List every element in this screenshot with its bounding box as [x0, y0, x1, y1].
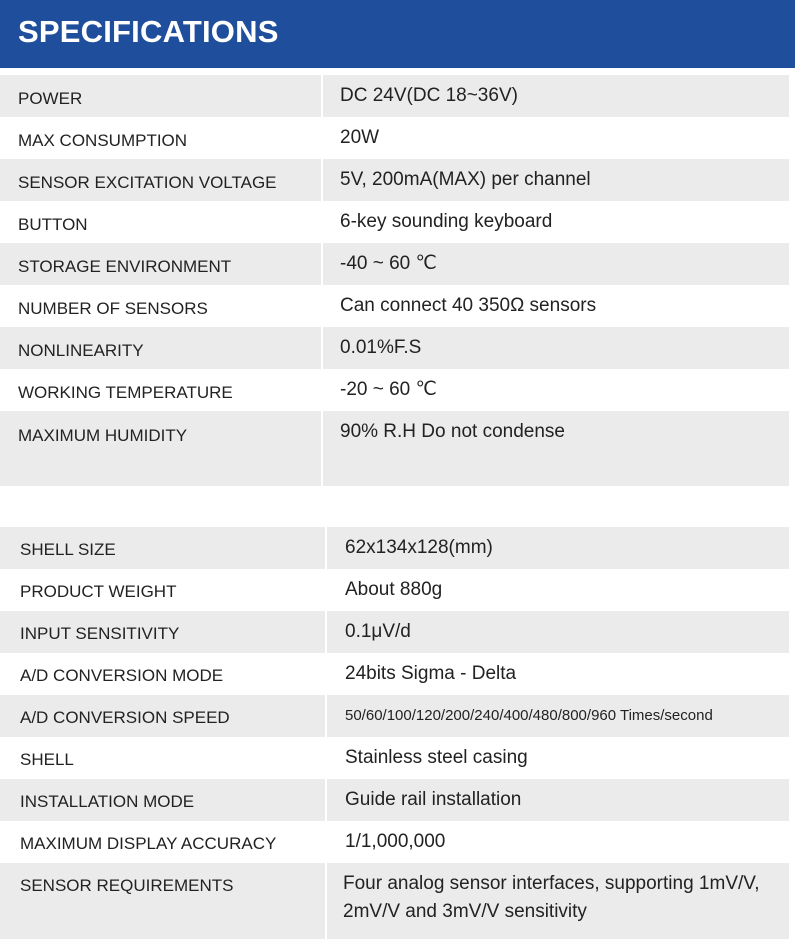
row-value: 0.01%F.S [340, 337, 422, 358]
row-label: WORKING TEMPERATURE [18, 383, 233, 402]
row-value: -20 ~ 60 ℃ [340, 379, 437, 400]
row-value: -40 ~ 60 ℃ [340, 253, 437, 274]
table-row [0, 243, 789, 285]
row-value: Can connect 40 350Ω sensors [340, 295, 597, 316]
table-row [0, 569, 789, 611]
table-row [0, 411, 789, 486]
row-label: MAXIMUM HUMIDITY [18, 426, 188, 445]
row-label: SENSOR REQUIREMENTS [20, 876, 234, 895]
row-value: 0.1μV/d [345, 621, 411, 642]
table-row [0, 863, 789, 939]
row-value: DC 24V(DC 18~36V) [340, 85, 518, 106]
table-row [0, 527, 789, 569]
table-row [0, 285, 789, 327]
spec-table-2 [0, 527, 789, 939]
row-value: 62x134x128(mm) [345, 537, 493, 558]
page-title: SPECIFICATIONS [18, 14, 279, 49]
row-value: About 880g [345, 579, 443, 600]
row-label: NUMBER OF SENSORS [18, 299, 208, 318]
row-label: BUTTON [18, 215, 88, 234]
table-row [0, 369, 789, 411]
table-row [0, 653, 789, 695]
table-row [0, 779, 789, 821]
row-value: 24bits Sigma - Delta [345, 663, 517, 684]
table-row [0, 201, 789, 243]
row-value: 20W [340, 127, 380, 148]
table-row [0, 695, 789, 737]
row-label: A/D CONVERSION SPEED [20, 708, 230, 727]
table-row [0, 117, 789, 159]
row-label: PRODUCT WEIGHT [20, 582, 177, 601]
row-label: SHELL [20, 750, 74, 769]
row-label: STORAGE ENVIRONMENT [18, 257, 232, 276]
row-label: SHELL SIZE [20, 540, 116, 559]
row-value: 6-key sounding keyboard [340, 211, 553, 232]
table-row [0, 821, 789, 863]
row-label: INPUT SENSITIVITY [20, 624, 180, 643]
row-label: MAXIMUM DISPLAY ACCURACY [20, 834, 277, 853]
row-value: 90% R.H Do not condense [340, 421, 565, 442]
row-label: POWER [18, 89, 83, 108]
row-label: A/D CONVERSION MODE [20, 666, 224, 685]
row-label: NONLINEARITY [18, 341, 144, 360]
row-value: Four analog sensor interfaces, supporting 1mV/V, 2mV/V and 3mV/V sensitivity [343, 873, 760, 922]
row-label: SENSOR EXCITATION VOLTAGE [18, 173, 277, 192]
row-label: INSTALLATION MODE [20, 792, 195, 811]
row-value: 5V, 200mA(MAX) per channel [340, 169, 591, 190]
row-label: MAX CONSUMPTION [18, 131, 188, 150]
row-value: Guide rail installation [345, 789, 522, 810]
table-row [0, 327, 789, 369]
page-header [0, 0, 795, 68]
row-value: 1/1,000,000 [345, 831, 446, 852]
spec-table-1 [0, 75, 789, 486]
table-row [0, 611, 789, 653]
table-row [0, 75, 789, 117]
table-row [0, 737, 789, 779]
row-value: Stainless steel casing [345, 747, 528, 768]
table-row [0, 159, 789, 201]
row-value: 50/60/100/120/200/240/400/480/800/960 Times/second [345, 707, 713, 724]
